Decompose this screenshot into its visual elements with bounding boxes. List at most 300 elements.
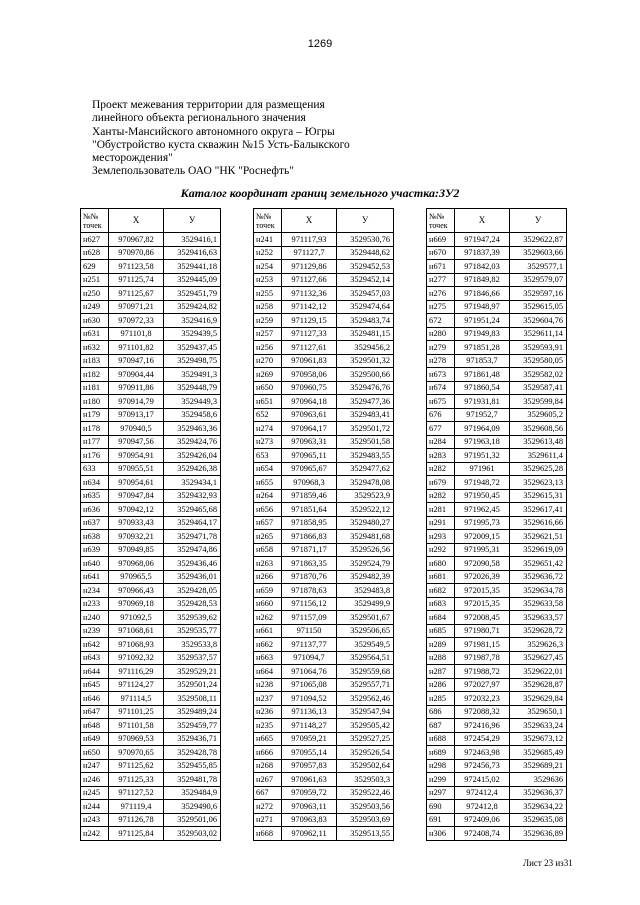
- table-row: [254, 624, 394, 638]
- point-id-cell: н259: [254, 314, 282, 328]
- table-row: [427, 813, 567, 827]
- column-header-y: У: [164, 209, 221, 233]
- x-coordinate-cell: 971995,73: [455, 516, 510, 530]
- y-coordinate-cell: 3529559,68: [337, 665, 394, 679]
- y-coordinate-cell: 3529650,1: [510, 705, 567, 719]
- point-id-cell: 687: [427, 719, 455, 733]
- y-coordinate-cell: 3529636,37: [510, 786, 567, 800]
- point-id-cell: н177: [81, 435, 109, 449]
- table-row: [254, 692, 394, 706]
- x-coordinate-cell: 970940,5: [109, 422, 164, 436]
- table-row: [427, 678, 567, 692]
- point-id-cell: 672: [427, 314, 455, 328]
- table-row: [427, 732, 567, 746]
- x-coordinate-cell: 971068,61: [109, 624, 164, 638]
- point-id-cell: н251: [81, 273, 109, 287]
- column-header-y: У: [337, 209, 394, 233]
- x-coordinate-cell: 971837,39: [455, 246, 510, 260]
- table-row: [427, 354, 567, 368]
- x-coordinate-cell: 971092,32: [109, 651, 164, 665]
- table-row: [427, 557, 567, 571]
- y-coordinate-cell: 3529483,8: [337, 584, 394, 598]
- x-coordinate-cell: 971127,61: [282, 341, 337, 355]
- y-coordinate-cell: 3529547,94: [337, 705, 394, 719]
- table-row: [427, 530, 567, 544]
- y-coordinate-cell: 3529491,3: [164, 368, 221, 382]
- y-coordinate-cell: 3529611,14: [510, 327, 567, 341]
- x-coordinate-cell: 971094,7: [282, 651, 337, 665]
- y-coordinate-cell: 3529503,56: [337, 800, 394, 814]
- point-id-cell: н233: [81, 597, 109, 611]
- table-row: [427, 462, 567, 476]
- table-row: [254, 800, 394, 814]
- table-row: [81, 233, 221, 247]
- y-coordinate-cell: 3529615,05: [510, 300, 567, 314]
- point-id-cell: н681: [427, 570, 455, 584]
- x-coordinate-cell: 971101,82: [109, 341, 164, 355]
- point-id-cell: н278: [427, 354, 455, 368]
- table-row: [254, 233, 394, 247]
- point-id-cell: н281: [427, 503, 455, 517]
- x-coordinate-cell: 971129,15: [282, 314, 337, 328]
- point-id-cell: н665: [254, 732, 282, 746]
- point-id-cell: н635: [81, 489, 109, 503]
- point-id-cell: н671: [427, 260, 455, 274]
- y-coordinate-cell: 3529503,69: [337, 813, 394, 827]
- coordinates-table-1: [80, 208, 221, 841]
- table-row: [427, 408, 567, 422]
- y-coordinate-cell: 3529522,46: [337, 786, 394, 800]
- point-id-cell: н243: [81, 813, 109, 827]
- y-coordinate-cell: 3529636,89: [510, 827, 567, 841]
- y-coordinate-cell: 3529549,5: [337, 638, 394, 652]
- x-coordinate-cell: 970955,51: [109, 462, 164, 476]
- y-coordinate-cell: 3529616,66: [510, 516, 567, 530]
- x-coordinate-cell: 970911,86: [109, 381, 164, 395]
- point-id-cell: н297: [427, 786, 455, 800]
- y-coordinate-cell: 3529424,82: [164, 300, 221, 314]
- y-coordinate-cell: 3529593,91: [510, 341, 567, 355]
- y-coordinate-cell: 3529622,01: [510, 665, 567, 679]
- point-id-cell: н632: [81, 341, 109, 355]
- table-row: [81, 246, 221, 260]
- table-row: [254, 435, 394, 449]
- y-coordinate-cell: 3529628,87: [510, 678, 567, 692]
- x-coordinate-cell: 971859,46: [282, 489, 337, 503]
- y-coordinate-cell: 3529613,48: [510, 435, 567, 449]
- x-coordinate-cell: 971851,64: [282, 503, 337, 517]
- y-coordinate-cell: 3529483,41: [337, 408, 394, 422]
- table-row: [81, 570, 221, 584]
- x-coordinate-cell: 972416,96: [455, 719, 510, 733]
- y-coordinate-cell: 3529503,3: [337, 773, 394, 787]
- point-id-cell: н636: [81, 503, 109, 517]
- y-coordinate-cell: 3529477,62: [337, 462, 394, 476]
- table-row: [427, 651, 567, 665]
- table-row: [254, 678, 394, 692]
- table-row: [81, 800, 221, 814]
- y-coordinate-cell: 3529633,24: [510, 719, 567, 733]
- table-row: [254, 759, 394, 773]
- table-row: [254, 584, 394, 598]
- y-coordinate-cell: 3529623,13: [510, 476, 567, 490]
- header-line: "Обустройство куста скважин №15 Усть-Балыкского: [92, 138, 350, 151]
- column-header-point: №№ точек: [427, 209, 455, 233]
- point-id-cell: н648: [81, 719, 109, 733]
- x-coordinate-cell: 972088,32: [455, 705, 510, 719]
- x-coordinate-cell: 970962,11: [282, 827, 337, 841]
- x-coordinate-cell: 972412,4: [455, 786, 510, 800]
- x-coordinate-cell: 971951,32: [455, 449, 510, 463]
- table-row: [254, 381, 394, 395]
- table-header-row: [81, 209, 221, 233]
- x-coordinate-cell: 970965,67: [282, 462, 337, 476]
- y-coordinate-cell: 3529597,16: [510, 287, 567, 301]
- table-row: [427, 705, 567, 719]
- point-id-cell: н649: [81, 732, 109, 746]
- x-coordinate-cell: 971948,97: [455, 300, 510, 314]
- y-coordinate-cell: 3529481,78: [164, 773, 221, 787]
- y-coordinate-cell: 3529451,79: [164, 287, 221, 301]
- x-coordinate-cell: 970960,75: [282, 381, 337, 395]
- y-coordinate-cell: 3529685,49: [510, 746, 567, 760]
- x-coordinate-cell: 971951,24: [455, 314, 510, 328]
- table-row: [81, 597, 221, 611]
- y-coordinate-cell: 3529416,63: [164, 246, 221, 260]
- table-row: [254, 246, 394, 260]
- point-id-cell: н660: [254, 597, 282, 611]
- y-coordinate-cell: 3529490,6: [164, 800, 221, 814]
- point-id-cell: н654: [254, 462, 282, 476]
- table-row: [81, 287, 221, 301]
- table-row: [254, 273, 394, 287]
- x-coordinate-cell: 971068,93: [109, 638, 164, 652]
- point-id-cell: н664: [254, 665, 282, 679]
- y-coordinate-cell: 3529471,78: [164, 530, 221, 544]
- x-coordinate-cell: 970904,44: [109, 368, 164, 382]
- point-id-cell: н628: [81, 246, 109, 260]
- table-row: [81, 408, 221, 422]
- table-row: [81, 638, 221, 652]
- x-coordinate-cell: 970947,56: [109, 435, 164, 449]
- x-coordinate-cell: 970963,61: [282, 408, 337, 422]
- y-coordinate-cell: 3529628,72: [510, 624, 567, 638]
- point-id-cell: н656: [254, 503, 282, 517]
- x-coordinate-cell: 971101,25: [109, 705, 164, 719]
- table-row: [81, 584, 221, 598]
- point-id-cell: н642: [81, 638, 109, 652]
- table-row: [254, 503, 394, 517]
- point-id-cell: н662: [254, 638, 282, 652]
- x-coordinate-cell: 970961,83: [282, 354, 337, 368]
- x-coordinate-cell: 970914,79: [109, 395, 164, 409]
- y-coordinate-cell: 3529633,58: [510, 597, 567, 611]
- x-coordinate-cell: 971125,74: [109, 273, 164, 287]
- x-coordinate-cell: 972408,74: [455, 827, 510, 841]
- point-id-cell: н651: [254, 395, 282, 409]
- table-row: [427, 287, 567, 301]
- point-id-cell: н630: [81, 314, 109, 328]
- point-id-cell: н634: [81, 476, 109, 490]
- y-coordinate-cell: 3529529,21: [164, 665, 221, 679]
- y-coordinate-cell: 3529629,84: [510, 692, 567, 706]
- point-id-cell: н244: [81, 800, 109, 814]
- point-id-cell: н263: [254, 557, 282, 571]
- x-coordinate-cell: 971092,5: [109, 611, 164, 625]
- x-coordinate-cell: 971119,4: [109, 800, 164, 814]
- column-header-point: №№ точек: [81, 209, 109, 233]
- x-coordinate-cell: 970965,11: [282, 449, 337, 463]
- table-row: [254, 543, 394, 557]
- point-id-cell: н683: [427, 597, 455, 611]
- table-row: [81, 705, 221, 719]
- table-row: [254, 300, 394, 314]
- y-coordinate-cell: 3529506,65: [337, 624, 394, 638]
- x-coordinate-cell: 971142,12: [282, 300, 337, 314]
- point-id-cell: н241: [254, 233, 282, 247]
- table-row: [427, 503, 567, 517]
- x-coordinate-cell: 971947,24: [455, 233, 510, 247]
- point-id-cell: н252: [254, 246, 282, 260]
- table-row: [81, 665, 221, 679]
- point-id-cell: н663: [254, 651, 282, 665]
- x-coordinate-cell: 971129,86: [282, 260, 337, 274]
- x-coordinate-cell: 971117,93: [282, 233, 337, 247]
- x-coordinate-cell: 971878,63: [282, 584, 337, 598]
- point-id-cell: н253: [254, 273, 282, 287]
- y-coordinate-cell: 3529448,62: [337, 246, 394, 260]
- y-coordinate-cell: 3529459,77: [164, 719, 221, 733]
- y-coordinate-cell: 3529508,11: [164, 692, 221, 706]
- y-coordinate-cell: 3529580,05: [510, 354, 567, 368]
- point-id-cell: н242: [81, 827, 109, 841]
- point-id-cell: 633: [81, 462, 109, 476]
- y-coordinate-cell: 3529426,04: [164, 449, 221, 463]
- point-id-cell: н282: [427, 489, 455, 503]
- x-coordinate-cell: 971125,67: [109, 287, 164, 301]
- table-row: [81, 813, 221, 827]
- y-coordinate-cell: 3529501,32: [337, 354, 394, 368]
- table-row: [427, 597, 567, 611]
- column-header-x: X: [455, 209, 510, 233]
- point-id-cell: н673: [427, 368, 455, 382]
- y-coordinate-cell: 3529452,14: [337, 273, 394, 287]
- y-coordinate-cell: 3529622,87: [510, 233, 567, 247]
- table-row: [254, 368, 394, 382]
- x-coordinate-cell: 971150: [282, 624, 337, 638]
- x-coordinate-cell: 970954,91: [109, 449, 164, 463]
- point-id-cell: н689: [427, 746, 455, 760]
- table-row: [427, 746, 567, 760]
- table-row: [81, 786, 221, 800]
- page-number: 1269: [307, 38, 333, 50]
- table-row: [81, 273, 221, 287]
- y-coordinate-cell: 3529501,06: [164, 813, 221, 827]
- table-row: [427, 773, 567, 787]
- table-row: [427, 395, 567, 409]
- point-id-cell: н645: [81, 678, 109, 692]
- x-coordinate-cell: 971860,54: [455, 381, 510, 395]
- point-id-cell: н270: [254, 354, 282, 368]
- x-coordinate-cell: 971124,27: [109, 678, 164, 692]
- point-id-cell: н277: [427, 273, 455, 287]
- x-coordinate-cell: 972026,39: [455, 570, 510, 584]
- y-coordinate-cell: 3529436,71: [164, 732, 221, 746]
- point-id-cell: н655: [254, 476, 282, 490]
- table-row: [81, 543, 221, 557]
- table-row: [254, 422, 394, 436]
- y-coordinate-cell: 3529436,46: [164, 557, 221, 571]
- table-row: [254, 408, 394, 422]
- header-line: Ханты-Мансийского автономного округа – Югры: [92, 125, 335, 138]
- y-coordinate-cell: 3529579,07: [510, 273, 567, 287]
- x-coordinate-cell: 971987,78: [455, 651, 510, 665]
- y-coordinate-cell: 3529604,76: [510, 314, 567, 328]
- point-id-cell: н258: [254, 300, 282, 314]
- point-id-cell: н283: [427, 449, 455, 463]
- y-coordinate-cell: 3529482,39: [337, 570, 394, 584]
- y-coordinate-cell: 3529533,8: [164, 638, 221, 652]
- x-coordinate-cell: 971125,62: [109, 759, 164, 773]
- table-row: [81, 719, 221, 733]
- document-header: [92, 99, 350, 179]
- x-coordinate-cell: 971995,31: [455, 543, 510, 557]
- point-id-cell: н644: [81, 665, 109, 679]
- x-coordinate-cell: 971157,09: [282, 611, 337, 625]
- table-row: [427, 273, 567, 287]
- table-row: [254, 570, 394, 584]
- point-id-cell: н292: [427, 543, 455, 557]
- point-id-cell: н627: [81, 233, 109, 247]
- y-coordinate-cell: 3529605,2: [510, 408, 567, 422]
- x-coordinate-cell: 971101,8: [109, 327, 164, 341]
- point-id-cell: 686: [427, 705, 455, 719]
- y-coordinate-cell: 3529477,36: [337, 395, 394, 409]
- point-id-cell: н669: [427, 233, 455, 247]
- y-coordinate-cell: 3529537,57: [164, 651, 221, 665]
- x-coordinate-cell: 971101,58: [109, 719, 164, 733]
- x-coordinate-cell: 972090,58: [455, 557, 510, 571]
- table-row: [81, 260, 221, 274]
- coordinates-table-2: [253, 208, 394, 841]
- point-id-cell: н631: [81, 327, 109, 341]
- point-id-cell: н638: [81, 530, 109, 544]
- x-coordinate-cell: 970964,18: [282, 395, 337, 409]
- x-coordinate-cell: 971126,78: [109, 813, 164, 827]
- table-row: [81, 462, 221, 476]
- table-row: [427, 246, 567, 260]
- table-header-row: [254, 209, 394, 233]
- point-id-cell: н250: [81, 287, 109, 301]
- point-id-cell: н254: [254, 260, 282, 274]
- table-row: [254, 638, 394, 652]
- point-id-cell: н684: [427, 611, 455, 625]
- point-id-cell: н299: [427, 773, 455, 787]
- point-id-cell: н279: [427, 341, 455, 355]
- point-id-cell: н668: [254, 827, 282, 841]
- y-coordinate-cell: 3529501,24: [164, 678, 221, 692]
- x-coordinate-cell: 970969,53: [109, 732, 164, 746]
- y-coordinate-cell: 3529463,36: [164, 422, 221, 436]
- x-coordinate-cell: 972456,73: [455, 759, 510, 773]
- y-coordinate-cell: 3529498,75: [164, 354, 221, 368]
- y-coordinate-cell: 3529557,71: [337, 678, 394, 692]
- table-row: [254, 827, 394, 841]
- y-coordinate-cell: 3529424,76: [164, 435, 221, 449]
- x-coordinate-cell: 971127,7: [282, 246, 337, 260]
- x-coordinate-cell: 971842,03: [455, 260, 510, 274]
- y-coordinate-cell: 3529527,25: [337, 732, 394, 746]
- point-id-cell: н272: [254, 800, 282, 814]
- point-id-cell: н234: [81, 584, 109, 598]
- table-row: [427, 638, 567, 652]
- x-coordinate-cell: 971952,7: [455, 408, 510, 422]
- point-id-cell: н661: [254, 624, 282, 638]
- y-coordinate-cell: 3529522,12: [337, 503, 394, 517]
- table-row: [254, 489, 394, 503]
- x-coordinate-cell: 970947,16: [109, 354, 164, 368]
- table-row: [427, 827, 567, 841]
- point-id-cell: н688: [427, 732, 455, 746]
- table-row: [81, 557, 221, 571]
- table-row: [427, 341, 567, 355]
- table-row: [254, 314, 394, 328]
- y-coordinate-cell: 3529577,1: [510, 260, 567, 274]
- x-coordinate-cell: 971988,72: [455, 665, 510, 679]
- x-coordinate-cell: 970964,17: [282, 422, 337, 436]
- table-row: [81, 624, 221, 638]
- point-id-cell: н238: [254, 678, 282, 692]
- table-row: [81, 449, 221, 463]
- y-coordinate-cell: 3529539,62: [164, 611, 221, 625]
- x-coordinate-cell: 970970,65: [109, 746, 164, 760]
- y-coordinate-cell: 3529651,42: [510, 557, 567, 571]
- table-row: [427, 422, 567, 436]
- table-row: [81, 300, 221, 314]
- y-coordinate-cell: 3529439,5: [164, 327, 221, 341]
- x-coordinate-cell: 970933,43: [109, 516, 164, 530]
- y-coordinate-cell: 3529416,9: [164, 314, 221, 328]
- y-coordinate-cell: 3529503,02: [164, 827, 221, 841]
- table-row: [81, 395, 221, 409]
- y-coordinate-cell: 3529564,51: [337, 651, 394, 665]
- x-coordinate-cell: 971866,83: [282, 530, 337, 544]
- y-coordinate-cell: 3529625,28: [510, 462, 567, 476]
- y-coordinate-cell: 3529426,38: [164, 462, 221, 476]
- catalog-title: Каталог координат границ земельного участка:ЗУ2: [180, 186, 460, 200]
- y-coordinate-cell: 3529608,56: [510, 422, 567, 436]
- table-row: [254, 719, 394, 733]
- table-row: [81, 354, 221, 368]
- x-coordinate-cell: 971125,84: [109, 827, 164, 841]
- column-header-x: X: [109, 209, 164, 233]
- y-coordinate-cell: 3529636: [510, 773, 567, 787]
- coordinates-table-3: [426, 208, 567, 841]
- header-line: месторождения": [92, 152, 173, 165]
- header-line: Землепользователь ОАО "НК "Роснефть": [92, 165, 294, 178]
- y-coordinate-cell: 3529500,66: [337, 368, 394, 382]
- y-coordinate-cell: 3529434,1: [164, 476, 221, 490]
- point-id-cell: н236: [254, 705, 282, 719]
- x-coordinate-cell: 970971,21: [109, 300, 164, 314]
- table-row: [81, 314, 221, 328]
- point-id-cell: н246: [81, 773, 109, 787]
- x-coordinate-cell: 971962,45: [455, 503, 510, 517]
- point-id-cell: н273: [254, 435, 282, 449]
- point-id-cell: 690: [427, 800, 455, 814]
- y-coordinate-cell: 3529634,22: [510, 800, 567, 814]
- y-coordinate-cell: 3529483,74: [337, 314, 394, 328]
